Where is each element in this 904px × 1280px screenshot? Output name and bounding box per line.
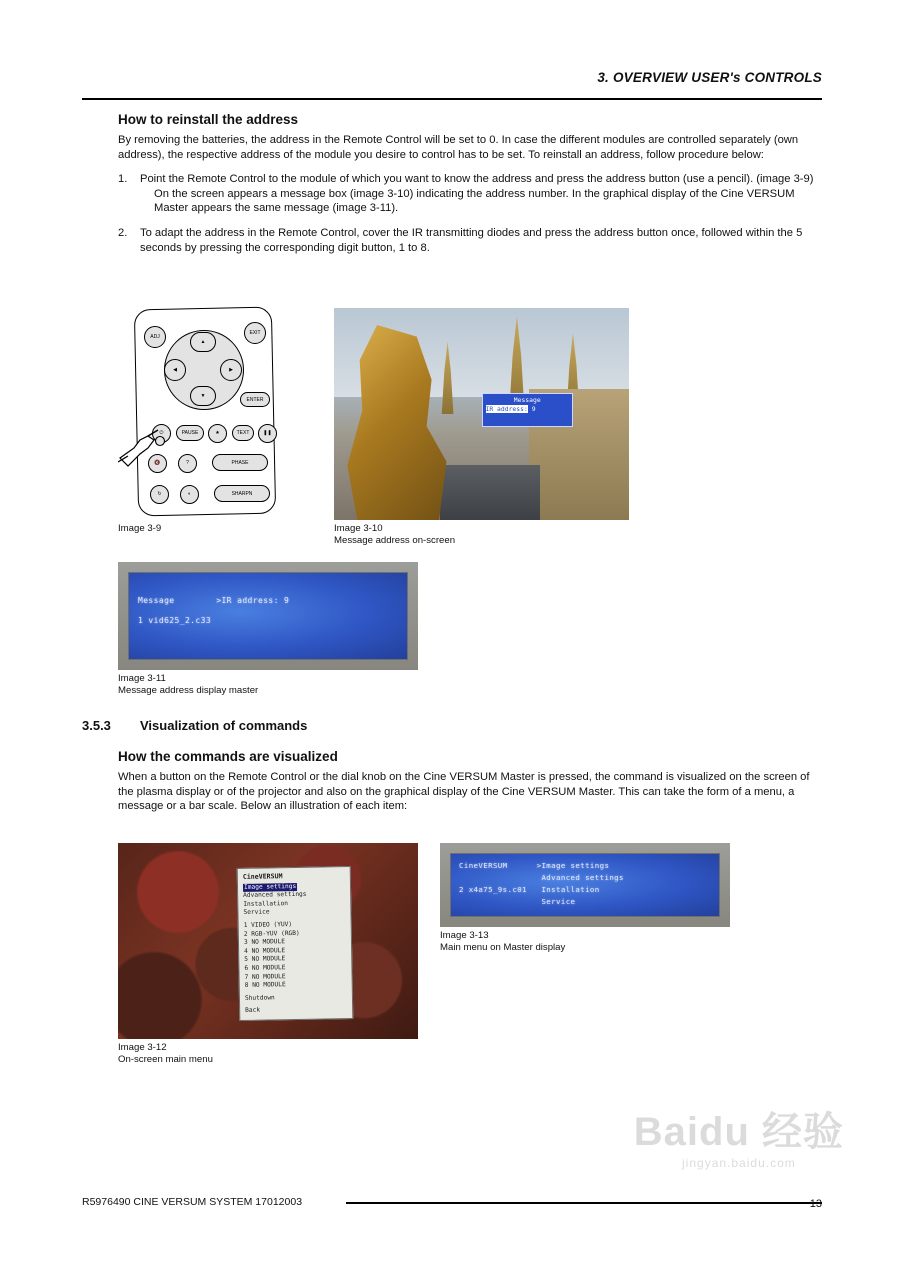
caption-line: Image 3-13 xyxy=(440,930,489,941)
osd-label: IR address: xyxy=(485,404,528,413)
list-item xyxy=(118,172,822,216)
photo-crowd xyxy=(440,465,540,520)
figure-3-10 xyxy=(334,308,629,546)
procedure-list xyxy=(118,172,822,255)
section-intro: By removing the batteries, the address in the Remote Control will be set to 0. In case the different modules are controlled separately (own address), the respective address of the module you desire to control has to be set. To reinstall an address, follow procedure below: xyxy=(118,134,799,161)
leaves-photo xyxy=(118,843,418,1039)
section-heading: How to reinstall the address xyxy=(118,112,299,127)
osd-shutdown-item: Shutdown xyxy=(244,993,275,1002)
help-icon: ? xyxy=(178,454,197,473)
remote-control-illustration xyxy=(118,308,288,520)
master-display-menu-photo xyxy=(440,843,730,927)
page-header-title: 3. OVERVIEW USER's CONTROLS xyxy=(597,70,822,85)
figure-3-12-caption xyxy=(118,1042,418,1065)
caption-line: Main menu on Master display xyxy=(440,941,566,953)
header-divider xyxy=(82,98,822,100)
sharpness-button xyxy=(214,485,270,502)
lcd-screen xyxy=(128,572,408,660)
caption-line: On-screen main menu xyxy=(118,1053,213,1065)
watermark xyxy=(634,1112,844,1170)
pause-label: PAUSE xyxy=(181,430,199,436)
exit-button xyxy=(244,322,266,344)
step-number: 2. xyxy=(118,226,128,239)
text-label: TEXT xyxy=(236,430,250,436)
enter-button xyxy=(240,392,270,407)
exit-label: EXIT xyxy=(249,329,261,336)
lcd-line-2: 1 vid625_2.c33 xyxy=(138,616,212,625)
caption-line: Image 3-11 xyxy=(118,673,166,684)
footer-divider xyxy=(346,1202,822,1204)
osd-value: 9 xyxy=(531,404,536,413)
osd-message-box xyxy=(482,393,573,427)
lcd-line-2: Advanced settings xyxy=(459,873,624,882)
arrow-left-icon: ◀ xyxy=(164,359,186,381)
figure-3-13 xyxy=(440,843,730,953)
subsection-content xyxy=(118,749,822,824)
osd-source-item: 3 NO MODULE xyxy=(243,937,286,946)
caption-line: Message address display master xyxy=(118,684,259,696)
osd-title: Message xyxy=(513,395,541,404)
osd-menu-item-label: Image settings xyxy=(243,882,297,890)
subsection-body: When a button on the Remote Control or the dial knob on the Cine VERSUM Master is pressed, the command is visualized on the screen of the plasma display or of the projector and also on the graphical display of the Cine VERSUM Master. This can take the form of a menu, a message or a bar scale. Below an illustration of each item: xyxy=(118,771,810,813)
step-number: 1. xyxy=(118,173,128,186)
caption-line: Image 3-10 xyxy=(334,523,383,534)
phase-label: PHASE xyxy=(231,459,249,466)
caption-line: Image 3-9 xyxy=(118,523,162,534)
step-subtext: On the screen appears a message box (image 3-10) indicating the address number. In the graphical display of the Cine VERSUM Master appears the same message (image 3-11). xyxy=(154,187,795,215)
figure-3-9-caption xyxy=(118,523,318,535)
figure-3-9 xyxy=(118,308,318,535)
mute-icon: 🔇 xyxy=(148,454,167,473)
lcd-screen xyxy=(450,853,720,917)
adj-label: ADJ xyxy=(150,333,160,340)
osd-main-menu xyxy=(237,866,354,1021)
osd-source-item: 7 NO MODULE xyxy=(244,972,286,980)
figure-3-11 xyxy=(118,562,418,696)
osd-line xyxy=(486,405,569,414)
arrow-down-icon: ▼ xyxy=(190,386,216,406)
figure-3-10-caption xyxy=(334,523,629,546)
list-item xyxy=(118,226,822,255)
figure-3-11-caption xyxy=(118,673,418,696)
repeat-icon: ↻ xyxy=(150,485,169,504)
master-display-photo xyxy=(118,562,418,670)
subsection-title: Visualization of commands xyxy=(140,718,308,733)
phase-button xyxy=(212,454,268,471)
osd-menu-item: Service xyxy=(243,908,270,916)
adj-button xyxy=(144,326,166,348)
osd-source-item: 1 VIDEO (YUV) xyxy=(243,920,293,929)
osd-menu-item: Advanced settings xyxy=(243,890,307,899)
standby-icon: ◐ xyxy=(180,485,199,504)
temple-photo xyxy=(334,308,629,520)
figure-3-12 xyxy=(118,843,418,1065)
step-text: Point the Remote Control to the module of which you want to know the address and press the address button (use a pencil). (image 3-9) xyxy=(140,173,814,186)
osd-source-item: 6 NO MODULE xyxy=(244,963,286,972)
footer-text: R5976490 CINE VERSUM SYSTEM 17012003 xyxy=(82,1196,303,1208)
lcd-line-1: Message >IR address: 9 xyxy=(138,596,290,605)
caption-line: Image 3-12 xyxy=(118,1042,167,1053)
subsection-heading: How the commands are visualized xyxy=(118,749,338,764)
text-button xyxy=(232,425,254,441)
power-icon: ⏻ xyxy=(152,424,171,443)
step-text: To adapt the address in the Remote Control, cover the IR transmitting diodes and press the address button once, followed within the 5 seconds by pressing the corresponding digit button, 1 to 8. xyxy=(140,226,803,254)
lcd-line-4: Service xyxy=(459,897,576,906)
figure-3-13-caption xyxy=(440,930,730,953)
page-number: 13 xyxy=(809,1198,822,1210)
lcd-line-3: 2 x4a75_9s.c01 Installation xyxy=(459,885,600,894)
watermark-url: jingyan.baidu.com xyxy=(682,1156,796,1170)
sharpness-label: SHARPN xyxy=(231,490,253,497)
enter-label: ENTER xyxy=(246,396,264,403)
osd-back-item: Back xyxy=(245,1006,261,1014)
star-icon: ★ xyxy=(208,424,227,443)
osd-menu-title: CineVERSUM xyxy=(242,871,283,881)
osd-source-item: 5 NO MODULE xyxy=(244,955,286,963)
osd-source-item: 4 NO MODULE xyxy=(244,946,286,955)
hand-with-pencil-icon xyxy=(118,428,176,468)
subsection-number: 3.5.3 xyxy=(82,718,111,733)
arrow-right-icon: ▶ xyxy=(220,359,242,381)
main-content xyxy=(118,112,822,263)
caption-line: Message address on-screen xyxy=(334,534,456,546)
pause-ii-icon: ❚❚ xyxy=(258,424,277,443)
lcd-line-1: CineVERSUM >Image settings xyxy=(459,861,610,870)
osd-source-item: 2 RGB-YUV (RGB) xyxy=(243,928,300,937)
arrow-up-icon: ▲ xyxy=(190,332,216,352)
pause-button xyxy=(176,425,204,441)
osd-menu-item: Installation xyxy=(243,899,289,908)
osd-source-item: 8 NO MODULE xyxy=(244,980,286,989)
watermark-brand: Baidu 经验 xyxy=(633,1110,844,1154)
